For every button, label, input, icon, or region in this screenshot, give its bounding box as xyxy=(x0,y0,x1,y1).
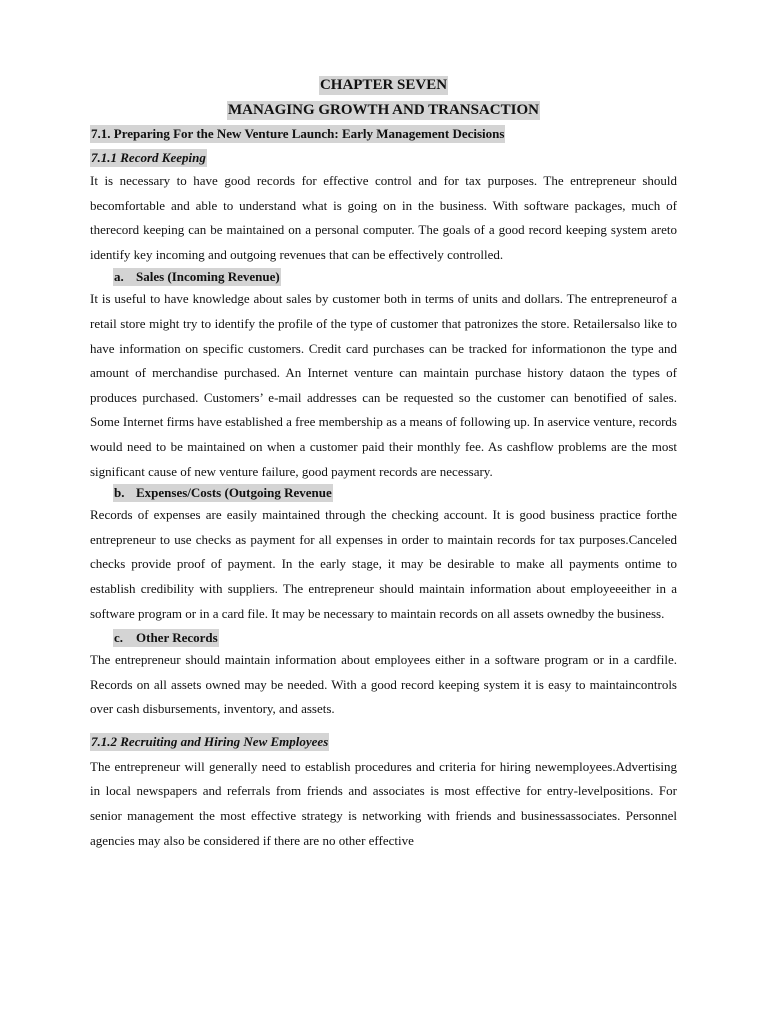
expenses-body: Records of expenses are easily maintained through the checking account. It is good business practice forthe entrepreneur to use checks as payment for all expenses in order to maintain records for tax purposes.Canceled checks provide proof of payment. In the early stage, it may be desirable to make all payments ontime to establish credibility with suppliers. The entrepreneur should maintain information about employeeeither in a software program or in a card file. It may be necessary to maintain records on all assets ownedby the business. xyxy=(90,507,677,621)
chapter-subtitle: MANAGING GROWTH AND TRANSACTION xyxy=(227,102,539,118)
subheading-sales-text xyxy=(113,268,281,286)
sales-body: It is useful to have knowledge about sales by customer both in terms of units and dollars. The entrepreneurof a retail store might try to identify the profile of the type of customer that patronizes the store. Retailersalso like to have information on specific customers. Credit card purchases can be tracked for informationon the type and amount of merchandise purchased. An Internet venture can maintain purchase history dataon the types of produces purchased. Customers’ e-mail addresses can be requested so the customer can benotified of sales. Some Internet firms have established a free membership as a means of following up. In aservice venture, records would need to be maintained on when a customer paid their monthly fee. As cashflow problems are the most significant cause of new venture failure, good payment records are necessary. xyxy=(90,291,677,479)
subheading-expenses xyxy=(90,484,677,502)
subheading-other-records xyxy=(90,629,677,647)
section-heading-7-1 xyxy=(90,125,677,143)
chapter-subtitle-row xyxy=(90,101,677,120)
subheading-other-records-text xyxy=(113,629,219,647)
subheading-expenses-text xyxy=(113,484,333,502)
subheading-other-title: Other Records xyxy=(136,630,218,646)
chapter-title-row xyxy=(90,76,677,95)
document-page xyxy=(90,72,677,853)
subheading-other-letter: c. xyxy=(114,630,124,646)
subheading-expenses-letter: b. xyxy=(114,485,125,501)
subheading-expenses-title: Expenses/Costs (Outgoing Revenue xyxy=(136,485,332,501)
section-heading-7-1-1 xyxy=(90,149,677,167)
subheading-sales xyxy=(90,268,677,286)
section-heading-7-1-2 xyxy=(90,733,677,751)
subheading-sales-title: Sales (Incoming Revenue) xyxy=(136,269,280,285)
record-keeping-heading: 7.1.1 Record Keeping xyxy=(91,150,206,165)
record-keeping-intro: It is necessary to have good records for effective control and for tax purposes. The entrepreneur should becomfortable and able to understand what is going on in the business. With software packages, much of therecord keeping can be maintained on a personal computer. The goals of a good record keeping system areto identify key incoming and outgoing revenues that can be effectively controlled. xyxy=(90,173,677,262)
recruiting-heading: 7.1.2 Recruiting and Hiring New Employees xyxy=(91,733,329,749)
subheading-sales-letter: a. xyxy=(114,269,124,285)
recruiting-body: The entrepreneur will generally need to establish procedures and criteria for hiring newemployees.Advertising in local newspapers and referrals from friends and associates is most effective for entry-levelpositions. For senior management the most effective strategy is networking with friends and businessassociates. Personnel agencies may also be considered if there are no other effective xyxy=(90,758,677,848)
other-records-body: The entrepreneur should maintain information about employees either in a software program or in a cardfile. Records on all assets owned may be needed. With a good record keeping system it is easy to maintaincontrols over cash disbursements, inventory, and assets. xyxy=(90,652,677,717)
chapter-title: CHAPTER SEVEN xyxy=(319,77,448,93)
section-heading-7-1-text: 7.1. Preparing For the New Venture Launch: Early Management Decisions xyxy=(91,126,505,141)
